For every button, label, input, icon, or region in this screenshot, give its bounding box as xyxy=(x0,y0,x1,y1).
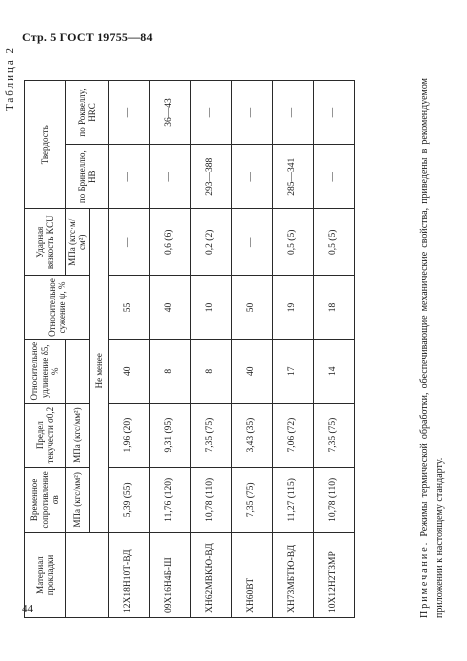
rotated-table-block xyxy=(0,36,467,630)
col-header-yield: Предел текучести σ0,2 xyxy=(25,403,66,467)
cell-rockwell: — xyxy=(231,81,272,145)
cell-reduction: 55 xyxy=(108,276,149,340)
cell-elongation: 14 xyxy=(313,339,354,403)
cell-reduction: 10 xyxy=(190,276,231,340)
cell-rockwell: — xyxy=(272,81,313,145)
cell-rockwell: 36—43 xyxy=(149,81,190,145)
cell-rockwell: — xyxy=(313,81,354,145)
table-row xyxy=(108,81,149,618)
min-header-spacer xyxy=(66,339,90,403)
properties-table xyxy=(24,80,355,618)
cell-reduction: 18 xyxy=(313,276,354,340)
cell-rockwell: — xyxy=(108,81,149,145)
cell-brinell: 285—341 xyxy=(272,144,313,209)
cell-elongation: 17 xyxy=(272,339,313,403)
cell-material: ХН62МВКЮ-ВД xyxy=(190,533,231,618)
cell-yield: 1,96 (20) xyxy=(108,403,149,467)
col-header-impact: Ударная вязкость KCU xyxy=(25,209,66,276)
cell-tensile: 11,76 (120) xyxy=(149,467,190,532)
table-row xyxy=(149,81,190,618)
cell-material: 12Х18Н10Т-ВД xyxy=(108,533,149,618)
cell-yield: 7,35 (75) xyxy=(313,403,354,467)
cell-elongation: 8 xyxy=(149,339,190,403)
col-header-reduction: Относительное сужение ψ, % xyxy=(25,276,90,340)
cell-brinell: 293—388 xyxy=(190,144,231,209)
unit-impact: МПа (кгс·м/см²) xyxy=(66,209,90,276)
cell-reduction: 50 xyxy=(231,276,272,340)
cell-impact: — xyxy=(231,209,272,276)
cell-tensile: 10,78 (110) xyxy=(313,467,354,532)
cell-brinell: — xyxy=(149,144,190,209)
cell-reduction: 19 xyxy=(272,276,313,340)
cell-impact: 0,6 (6) xyxy=(149,209,190,276)
cell-yield: 3,43 (35) xyxy=(231,403,272,467)
cell-brinell: — xyxy=(108,144,149,209)
cell-brinell: — xyxy=(313,144,354,209)
page-header: Стр. 5 ГОСТ 19755—84 xyxy=(22,30,153,44)
col-header-tensile: Временное сопротивление σв xyxy=(25,467,66,532)
unit-tensile: МПа (кгс/мм²) xyxy=(66,467,90,532)
cell-impact: 0,5 (5) xyxy=(272,209,313,276)
cell-yield: 7,06 (72) xyxy=(272,403,313,467)
cell-material: ХН60ВТ xyxy=(231,533,272,618)
cell-tensile: 5,39 (55) xyxy=(108,467,149,532)
note-text: Режимы термической обработки, обеспечивающие механические свойства, приведены в рекомендуемом приложении к настоящему стандарту. xyxy=(419,78,445,618)
cell-material: 10Х12Н2ТЗМР xyxy=(313,533,354,618)
table-caption: Таблица 2 xyxy=(4,46,16,112)
cell-yield: 7,35 (75) xyxy=(190,403,231,467)
cell-rockwell: — xyxy=(190,81,231,145)
table-row xyxy=(313,81,354,618)
cell-tensile: 10,78 (110) xyxy=(190,467,231,532)
note-label: Примечание. xyxy=(419,540,430,618)
cell-tensile: 11,27 (115) xyxy=(272,467,313,532)
cell-elongation: 40 xyxy=(231,339,272,403)
cell-material: ХН73МБТЮ-ВД xyxy=(272,533,313,618)
table-row xyxy=(272,81,313,618)
col-header-hardness: Твердость xyxy=(25,81,66,210)
cell-impact: 0,2 (2) xyxy=(190,209,231,276)
cell-elongation: 8 xyxy=(190,339,231,403)
min-note: Не менее xyxy=(89,209,108,533)
table-row xyxy=(190,81,231,618)
unit-yield: МПа (кгс/мм²) xyxy=(66,403,90,467)
cell-material: 09Х16Н4Б-Ш xyxy=(149,533,190,618)
col-header-material: Материал прокладки xyxy=(25,533,66,618)
page-number: 44 xyxy=(22,603,33,615)
col-header-rockwell: по Роквеллу, HRC xyxy=(66,81,109,145)
col-header-brinell: по Бринеллю, НВ xyxy=(66,144,109,209)
col-header-elongation: Относительное удлинение δ5, % xyxy=(25,339,66,403)
material-header-spacer xyxy=(66,533,109,618)
cell-brinell: — xyxy=(231,144,272,209)
table-note xyxy=(418,78,447,618)
cell-tensile: 7,35 (75) xyxy=(231,467,272,532)
cell-impact: 0,5 (5) xyxy=(313,209,354,276)
cell-elongation: 40 xyxy=(108,339,149,403)
cell-yield: 9,31 (95) xyxy=(149,403,190,467)
cell-impact: — xyxy=(108,209,149,276)
table-row xyxy=(231,81,272,618)
cell-reduction: 40 xyxy=(149,276,190,340)
